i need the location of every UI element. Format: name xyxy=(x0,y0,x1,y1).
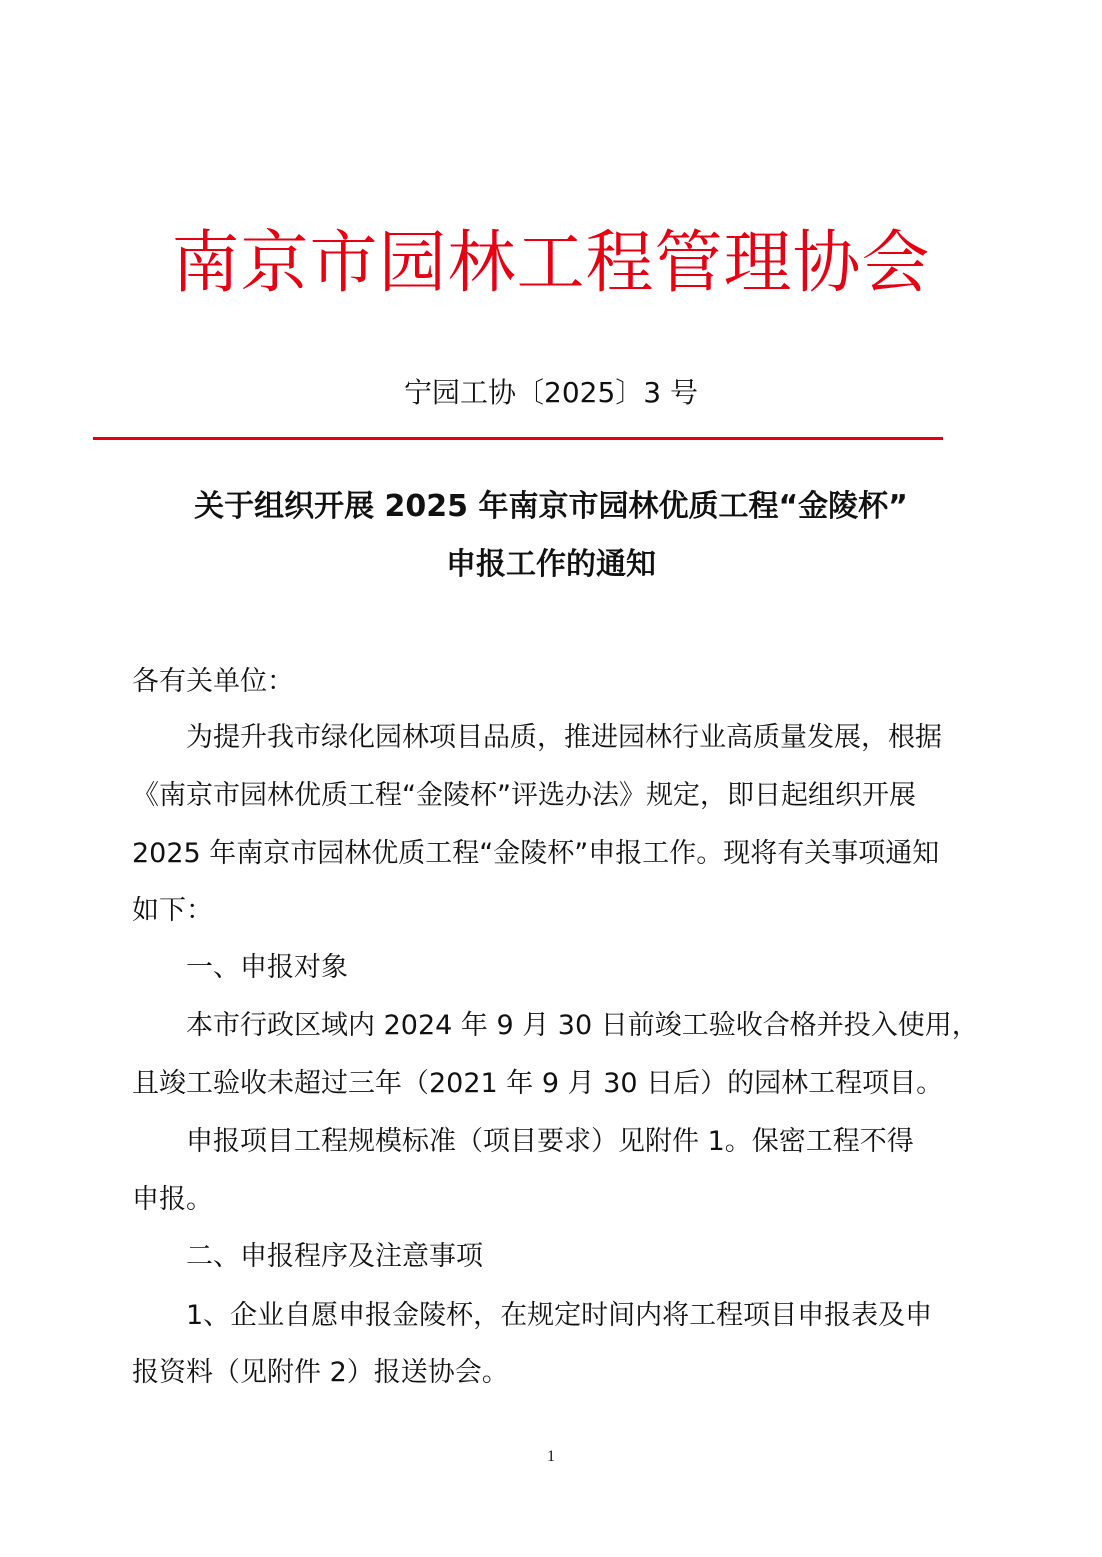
intro-line-2: 《南京市园林优质工程“金陵杯”评选办法》规定，即日起组织开展 xyxy=(132,780,916,811)
section-1-line-1: 本市行政区域内 2024 年 9 月 30 日前竣工验收合格并投入使用， xyxy=(186,1010,979,1041)
section-2-heading: 二、申报程序及注意事项 xyxy=(186,1241,483,1272)
intro-line-3: 2025 年南京市园林优质工程“金陵杯”申报工作。现将有关事项通知 xyxy=(132,838,940,869)
salutation: 各有关单位： xyxy=(132,666,294,697)
red-divider xyxy=(93,437,943,440)
section-2-line-1: 1、企业自愿申报金陵杯，在规定时间内将工程项目申报表及申 xyxy=(186,1300,933,1331)
section-2-line-2: 报资料（见附件 2）报送协会。 xyxy=(132,1357,509,1388)
section-1-line-4: 申报。 xyxy=(132,1184,213,1215)
section-1-line-3: 申报项目工程规模标准（项目要求）见附件 1。保密工程不得 xyxy=(186,1126,914,1157)
document-title-line-1: 关于组织开展 2025 年南京市园林优质工程“金陵杯” xyxy=(194,489,908,524)
page-number: 1 xyxy=(547,1448,555,1465)
document-number: 宁园工协〔2025〕3 号 xyxy=(404,376,698,409)
document-title-line-2: 申报工作的通知 xyxy=(446,547,656,582)
organization-header: 南京市园林工程管理协会 xyxy=(171,224,931,303)
intro-line-1: 为提升我市绿化园林项目品质，推进园林行业高质量发展，根据 xyxy=(186,722,942,753)
intro-line-4: 如下： xyxy=(132,895,213,926)
section-1-line-2: 且竣工验收未超过三年（2021 年 9 月 30 日后）的园林工程项目。 xyxy=(132,1068,944,1099)
section-1-heading: 一、申报对象 xyxy=(186,952,348,983)
